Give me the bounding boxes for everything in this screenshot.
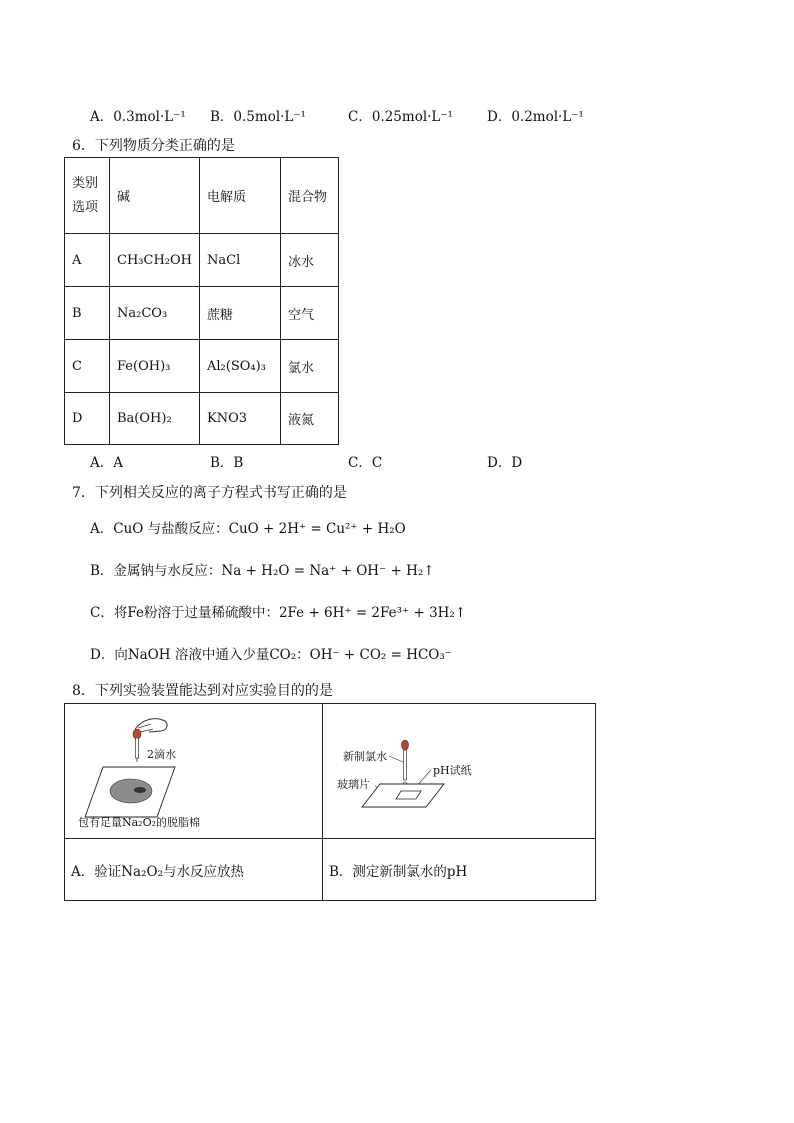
q7-option-a: A．CuO 与盐酸反应：CuO + 2H⁺ = Cu²⁺ + H₂O: [90, 521, 406, 537]
label-glass-slide: 玻璃片: [337, 778, 370, 791]
header-mixture: 混合物: [281, 158, 339, 234]
row-base: CH₃CH₂OH: [110, 234, 200, 287]
q7-option-d: D．向NaOH 溶液中通入少量CO₂：OH⁻ + CO₂ = HCO₃⁻: [90, 647, 452, 663]
q8-stem: 8．下列实验装置能达到对应实验目的的是: [72, 683, 333, 699]
q6-option-b: B．B: [210, 455, 244, 471]
label-chlorine-water: 新制氯水: [343, 750, 387, 763]
label-water-drops: 2滴水: [147, 748, 176, 761]
header-base: 碱: [110, 158, 200, 234]
q5-option-d: D．0.2mol·L⁻¹: [487, 109, 584, 125]
q6-option-a: A．A: [90, 455, 123, 471]
table-row: [65, 393, 339, 445]
q7-stem: 7．下列相关反应的离子方程式书写正确的是: [72, 485, 347, 501]
caption-b: B．测定新制氯水的pH: [323, 839, 596, 901]
dropper-tube: [136, 738, 139, 758]
q5-option-c: C．0.25mol·L⁻¹: [348, 109, 453, 125]
corner-cell: [65, 158, 110, 234]
caption-row: [65, 839, 596, 901]
table-header-row: [65, 158, 339, 234]
table-row: [65, 287, 339, 340]
row-electrolyte: Al₂(SO₄)₃: [200, 340, 281, 393]
row-base: Na₂CO₃: [110, 287, 200, 340]
table-row: [65, 340, 339, 393]
q8-apparatus-table: [64, 703, 596, 901]
figure-b-cell: [323, 704, 596, 839]
q5-option-a: A．0.3mol·L⁻¹: [90, 109, 186, 125]
q6-option-d: D．D: [487, 455, 523, 471]
caption-a: A．验证Na₂O₂与水反应放热: [65, 839, 323, 901]
q7-option-b: B．金属钠与水反应：Na + H₂O = Na⁺ + OH⁻ + H₂↑: [90, 563, 435, 579]
row-base: Fe(OH)₃: [110, 340, 200, 393]
glass-rod: [404, 750, 407, 780]
row-mixture: 液氮: [281, 393, 339, 445]
row-option: B: [65, 287, 110, 340]
q6-classification-table: [64, 157, 339, 445]
table-row: [65, 234, 339, 287]
figure-a-cell: [65, 704, 323, 839]
row-option: C: [65, 340, 110, 393]
row-mixture: 空气: [281, 287, 339, 340]
q6-option-c: C．C: [348, 455, 383, 471]
row-mixture: 氯水: [281, 340, 339, 393]
row-electrolyte: KNO3: [200, 393, 281, 445]
row-option: A: [65, 234, 110, 287]
row-electrolyte: 蔗糖: [200, 287, 281, 340]
row-option: D: [65, 393, 110, 445]
peroxide-lump: [134, 787, 146, 793]
row-base: Ba(OH)₂: [110, 393, 200, 445]
dropper-bulb: [133, 729, 141, 739]
cotton-pad: [110, 779, 152, 803]
dropper-bulb: [402, 740, 409, 750]
corner-top-label: 类别: [72, 175, 99, 191]
label-cotton: 包有足量Na₂O₂的脱脂棉: [78, 816, 201, 829]
row-mixture: 冰水: [281, 234, 339, 287]
q5-option-b: B．0.5mol·L⁻¹: [210, 109, 306, 125]
corner-bottom-label: 选项: [72, 199, 99, 215]
figure-row: [65, 704, 596, 839]
q7-option-c: C．将Fe粉溶于过量稀硫酸中：2Fe + 6H⁺ = 2Fe³⁺ + 3H₂↑: [90, 605, 467, 621]
label-ph-paper: pH试纸: [433, 764, 472, 777]
q6-stem: 6．下列物质分类正确的是: [72, 138, 235, 154]
row-electrolyte: NaCl: [200, 234, 281, 287]
header-electrolyte: 电解质: [200, 158, 281, 234]
leader-chlorine: [389, 756, 403, 762]
